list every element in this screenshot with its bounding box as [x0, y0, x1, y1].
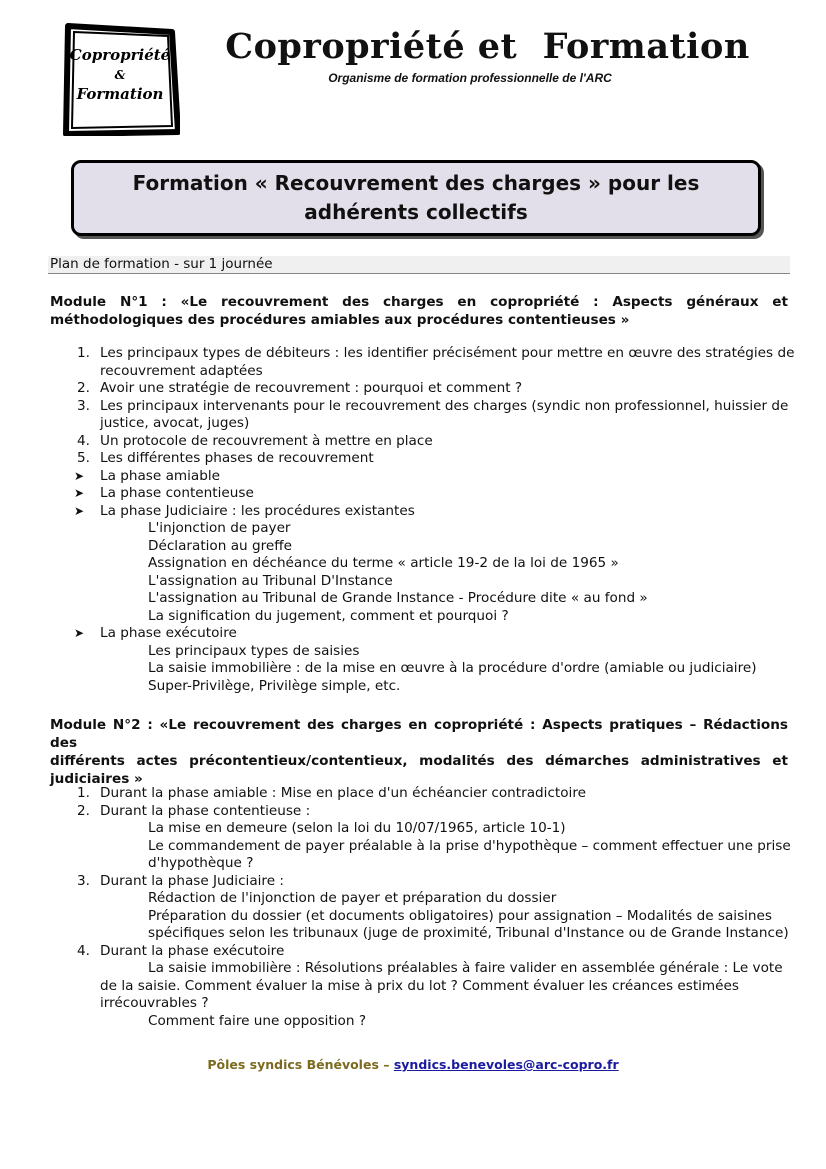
sub-item: Préparation du dossier (et documents obligatoires) pour assignation – Modalités de saisines — [148, 907, 772, 924]
sub-item-continuation: irrécouvrables ? — [100, 995, 209, 1011]
list-item-continuation: justice, avocat, juges) — [100, 415, 250, 431]
sub-item: Super-Privilège, Privilège simple, etc. — [148, 677, 401, 694]
plan-header: Plan de formation - sur 1 journée — [48, 256, 790, 274]
list-item: Avoir une stratégie de recouvrement : pourquoi et comment ? — [100, 380, 523, 396]
list-number: 4. — [77, 432, 90, 449]
sub-item: Rédaction de l'injonction de payer et préparation du dossier — [148, 890, 557, 906]
sub-item: La signification du jugement, comment et pourquoi ? — [148, 607, 509, 624]
sub-item: L'assignation au Tribunal D'Instance — [148, 572, 393, 589]
module-2-title — [50, 716, 788, 788]
list-item: Durant la phase Judiciaire : — [100, 872, 284, 889]
list-number: 3. — [77, 397, 90, 414]
list-item: Durant la phase amiable : Mise en place d'un échéancier contradictoire — [100, 785, 586, 801]
logo-line-2: & — [114, 68, 126, 82]
sub-item: La saisie immobilière : de la mise en œuvre à la procédure d'ordre (amiable ou judiciaire) — [148, 660, 757, 676]
bullet-item: La phase contentieuse — [100, 485, 254, 501]
bullet-item: La phase Judiciaire : les procédures existantes — [100, 502, 415, 519]
sub-item-continuation: spécifiques selon les tribunaux (juge de proximité, Tribunal d'Instance ou de Grande Instance) — [148, 925, 789, 941]
bullet-item: La phase amiable — [100, 467, 221, 484]
sub-item: La saisie immobilière : Résolutions préalables à faire valider en assemblée générale : Le vote — [148, 960, 783, 976]
sub-item: Déclaration au greffe — [148, 537, 292, 554]
footer-label: Pôles syndics Bénévoles – — [207, 1057, 394, 1072]
list-number: 1. — [77, 345, 90, 361]
list-item: Les principaux intervenants pour le recouvrement des charges (syndic non professionnel, huissier de — [100, 397, 789, 414]
list-item-continuation: recouvrement adaptées — [100, 362, 263, 379]
sub-item: L'assignation au Tribunal de Grande Instance - Procédure dite « au fond » — [148, 590, 648, 606]
arrow-bullet-icon: ➤ — [74, 468, 85, 483]
sub-item: L'injonction de payer — [148, 520, 291, 536]
list-item: Les différentes phases de recouvrement — [100, 450, 374, 466]
module-1-title: Module N°1 : «Le recouvrement des charges en copropriété : Aspects généraux et méthodologiques des procédures amiables aux procédures contentieuses » — [50, 294, 788, 328]
list-number: 4. — [77, 942, 90, 959]
footer-email-link[interactable]: syndics.benevoles@arc-copro.fr — [393, 1057, 619, 1072]
logo — [60, 22, 180, 136]
list-number: 3. — [77, 872, 90, 889]
logo-line-3: Formation — [76, 85, 164, 103]
arrow-bullet-icon: ➤ — [74, 626, 85, 640]
module-2-title-line: différents actes précontentieux/contentieux, modalités des démarches administratives et — [50, 753, 788, 769]
logo-line-1: Copropriété — [69, 46, 171, 64]
sub-item: Le commandement de payer préalable à la prise d'hypothèque – comment effectuer une prise — [148, 837, 791, 854]
sub-item-continuation: d'hypothèque ? — [148, 855, 254, 871]
list-item: Les principaux types de débiteurs : les identifier précisément pour mettre en œuvre des stratégies de — [100, 345, 795, 361]
sub-item: Assignation en déchéance du terme « article 19-2 de la loi de 1965 » — [148, 555, 619, 571]
sub-item: Comment faire une opposition ? — [148, 1012, 367, 1029]
module-2-title-line: judiciaires » — [50, 771, 143, 787]
arrow-bullet-icon: ➤ — [74, 486, 85, 500]
list-item: Durant la phase contentieuse : — [100, 802, 311, 819]
list-number: 2. — [77, 380, 90, 396]
list-number: 1. — [77, 785, 90, 801]
banner-title: Formation « Recouvrement des charges » pour les adhérents collectifs — [132, 171, 700, 224]
footer — [0, 1057, 826, 1072]
list-number: 2. — [77, 802, 90, 819]
list-item: Un protocole de recouvrement à mettre en place — [100, 432, 433, 449]
list-item: Durant la phase exécutoire — [100, 942, 285, 959]
arrow-bullet-icon: ➤ — [74, 503, 85, 518]
list-number: 5. — [77, 450, 90, 466]
document-subtitle: Organisme de formation professionnelle de l'ARC — [328, 71, 612, 85]
formation-banner — [71, 160, 761, 236]
sub-item: Les principaux types de saisies — [148, 642, 360, 659]
sub-item-continuation: de la saisie. Comment évaluer la mise à prix du lot ? Comment évaluer les créances estimées — [100, 977, 739, 994]
sub-item: La mise en demeure (selon la loi du 10/07/1965, article 10-1) — [148, 820, 566, 836]
document-title: Copropriété et Formation — [225, 26, 750, 67]
bullet-item: La phase exécutoire — [100, 625, 237, 641]
module-2-title-line: Module N°2 : «Le recouvrement des charges en copropriété : Aspects pratiques – Rédactions des — [50, 717, 788, 751]
